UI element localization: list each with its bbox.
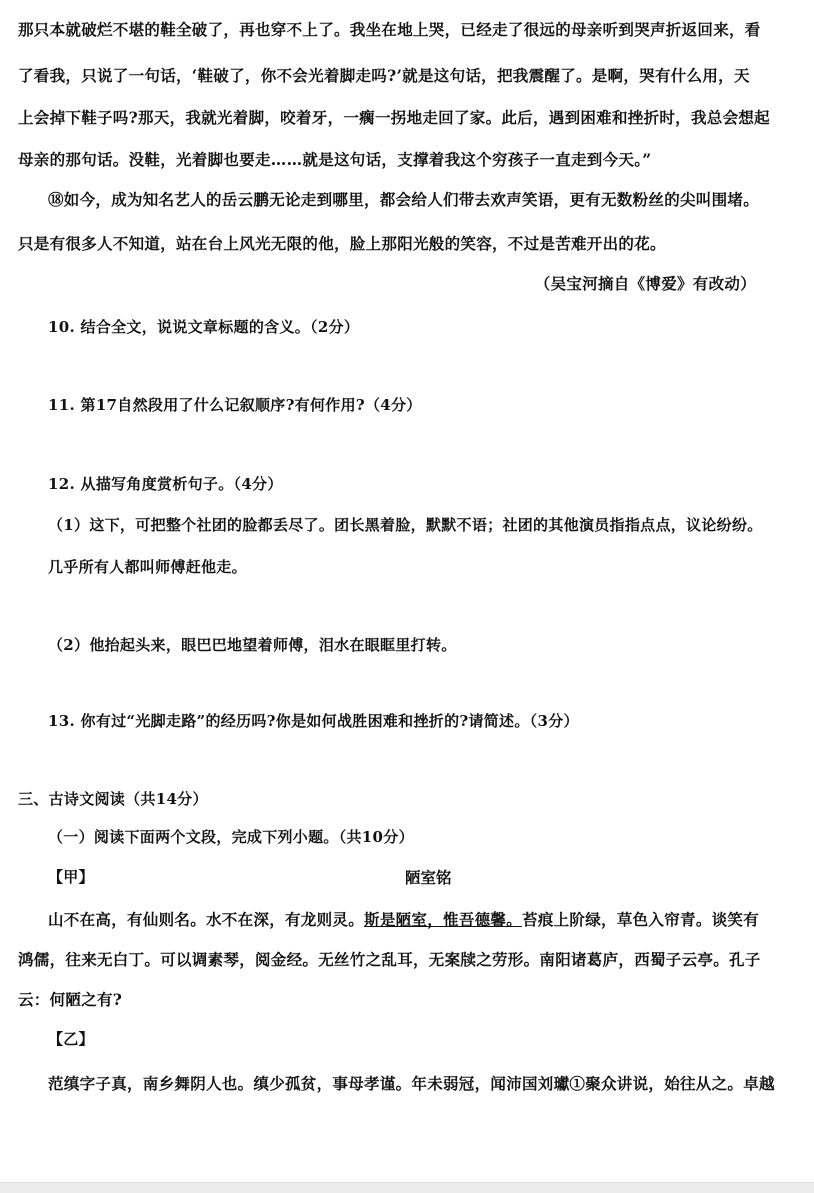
text-jia-title: 陋室铭: [405, 868, 452, 887]
section-3-heading: 三、古诗文阅读（共14分）: [18, 790, 208, 808]
question-12-sentence-2: （2）他抬起头来，眼巴巴地望着师傅，泪水在眼眶里打转。: [48, 636, 457, 654]
text-jia-line-1-part-b: 苔痕上阶绿，草色入帘青。谈笑有: [522, 910, 760, 929]
passage-line-2: 了看我，只说了一句话，‘鞋破了，你不会光着脚走吗?’就是这句话，把我震醒了。是啊，哭有什么用，天: [18, 66, 750, 85]
passage-line-5: ⑱如今，成为知名艺人的岳云鹏无论走到哪里，都会给人们带去欢声笑语，更有无数粉丝的尖叫围堵。: [48, 190, 760, 209]
passage-line-1: 那只本就破烂不堪的鞋全破了，再也穿不上了。我坐在地上哭，已经走了很远的母亲听到哭声折返回来，看: [18, 20, 761, 39]
question-12-sentence-1: （1）这下，可把整个社团的脸都丢尽了。团长黑着脸，默默不语；社团的其他演员指指点点，议论纷纷。: [48, 516, 763, 534]
text-jia-line-2: 鸿儒，往来无白丁。可以调素琴，阅金经。无丝竹之乱耳，无案牍之劳形。南阳诸葛庐，西蜀子云亭。孔子: [18, 950, 761, 969]
text-jia-line-1-part-a: 山不在高，有仙则名。水不在深，有龙则灵。: [48, 910, 365, 929]
text-jia-label: 【甲】: [48, 868, 94, 886]
passage-line-3: 上会掉下鞋子吗?那天，我就光着脚，咬着牙，一瘸一拐地走回了家。此后，遇到困难和挫折时，我总会想起: [18, 108, 770, 127]
text-yi-label: 【乙】: [48, 1030, 94, 1048]
section-3-subheading: （一）阅读下面两个文段，完成下列小题。（共10分）: [48, 828, 414, 846]
question-12-sentence-1-cont: 几乎所有人都叫师傅赶他走。: [48, 558, 247, 576]
text-jia-line-3: 云：何陋之有?: [18, 990, 123, 1009]
text-jia-underlined-phrase: 斯是陋室，惟吾德馨。: [364, 910, 523, 929]
question-12: 12. 从描写角度赏析句子。（4分）: [48, 475, 283, 493]
passage-line-6: 只是有很多人不知道，站在台上风光无限的他，脸上那阳光般的笑容，不过是苦难开出的花。: [18, 234, 666, 253]
page-bottom-edge: [0, 1182, 814, 1193]
text-yi-line-1: 范缜字子真，南乡舞阴人也。缜少孤贫，事母孝谨。年未弱冠，闻沛国刘瓛①聚众讲说，始往从之。卓越: [48, 1074, 775, 1093]
question-10: 10. 结合全文，说说文章标题的含义。（2分）: [48, 318, 360, 336]
passage-line-4: 母亲的那句话。没鞋，光着脚也要走……就是这句话，支撑着我这个穷孩子一直走到今天。”: [18, 150, 652, 169]
text-jia-line-1: [48, 908, 759, 930]
question-13: 13. 你有过“光脚走路”的经历吗?你是如何战胜困难和挫折的?请简述。（3分）: [48, 712, 579, 730]
question-11: 11. 第17自然段用了什么记叙顺序?有何作用?（4分）: [48, 396, 422, 414]
passage-source: （吴宝河摘自《博爱》有改动）: [534, 274, 756, 293]
